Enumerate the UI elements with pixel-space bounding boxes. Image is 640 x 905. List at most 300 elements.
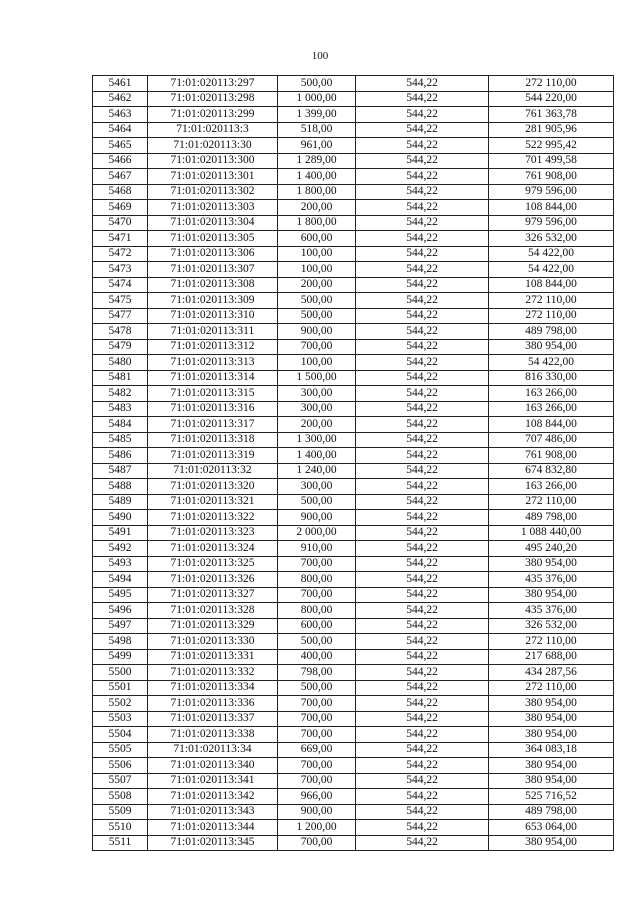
row-number-cell: 5490	[93, 510, 148, 526]
specific-value-cell: 544,22	[356, 494, 489, 510]
cadastral-value-cell: 435 376,00	[489, 572, 614, 588]
row-number-cell: 5486	[93, 448, 148, 464]
area-cell: 100,00	[278, 355, 356, 371]
cadastral-number-cell: 71:01:020113:313	[148, 355, 278, 371]
cadastral-value-cell: 163 266,00	[489, 479, 614, 495]
row-number-cell: 5474	[93, 277, 148, 293]
row-number-cell: 5473	[93, 262, 148, 278]
specific-value-cell: 544,22	[356, 634, 489, 650]
cadastral-value-cell: 163 266,00	[489, 386, 614, 402]
table-row	[93, 572, 614, 588]
area-cell: 800,00	[278, 603, 356, 619]
specific-value-cell: 544,22	[356, 184, 489, 200]
area-cell: 500,00	[278, 308, 356, 324]
cadastral-number-cell: 71:01:020113:340	[148, 758, 278, 774]
area-cell: 600,00	[278, 231, 356, 247]
specific-value-cell: 544,22	[356, 820, 489, 836]
specific-value-cell: 544,22	[356, 572, 489, 588]
row-number-cell: 5502	[93, 696, 148, 712]
specific-value-cell: 544,22	[356, 169, 489, 185]
specific-value-cell: 544,22	[356, 618, 489, 634]
table-row	[93, 355, 614, 371]
table-row	[93, 696, 614, 712]
area-cell: 1 400,00	[278, 448, 356, 464]
table-row	[93, 138, 614, 154]
table-row	[93, 277, 614, 293]
row-number-cell: 5505	[93, 742, 148, 758]
row-number-cell: 5484	[93, 417, 148, 433]
specific-value-cell: 544,22	[356, 246, 489, 262]
area-cell: 700,00	[278, 758, 356, 774]
table-row	[93, 835, 614, 851]
area-cell: 1 500,00	[278, 370, 356, 386]
specific-value-cell: 544,22	[356, 587, 489, 603]
specific-value-cell: 544,22	[356, 231, 489, 247]
table-row	[93, 200, 614, 216]
specific-value-cell: 544,22	[356, 510, 489, 526]
specific-value-cell: 544,22	[356, 742, 489, 758]
cadastral-number-cell: 71:01:020113:337	[148, 711, 278, 727]
cadastral-number-cell: 71:01:020113:338	[148, 727, 278, 743]
row-number-cell: 5500	[93, 665, 148, 681]
cadastral-value-cell: 653 064,00	[489, 820, 614, 836]
area-cell: 200,00	[278, 417, 356, 433]
cadastral-value-cell: 54 422,00	[489, 355, 614, 371]
specific-value-cell: 544,22	[356, 835, 489, 851]
row-number-cell: 5462	[93, 91, 148, 107]
cadastral-value-cell: 54 422,00	[489, 262, 614, 278]
cadastral-value-cell: 380 954,00	[489, 556, 614, 572]
area-cell: 300,00	[278, 401, 356, 417]
row-number-cell: 5461	[93, 76, 148, 92]
cadastral-value-cell: 380 954,00	[489, 773, 614, 789]
cadastral-number-cell: 71:01:020113:334	[148, 680, 278, 696]
area-cell: 800,00	[278, 572, 356, 588]
specific-value-cell: 544,22	[356, 773, 489, 789]
cadastral-number-cell: 71:01:020113:3	[148, 122, 278, 138]
cadastral-value-cell: 380 954,00	[489, 339, 614, 355]
specific-value-cell: 544,22	[356, 603, 489, 619]
cadastral-number-cell: 71:01:020113:330	[148, 634, 278, 650]
specific-value-cell: 544,22	[356, 479, 489, 495]
area-cell: 1 400,00	[278, 169, 356, 185]
cadastral-number-cell: 71:01:020113:315	[148, 386, 278, 402]
cadastral-value-cell: 272 110,00	[489, 634, 614, 650]
area-cell: 300,00	[278, 479, 356, 495]
specific-value-cell: 544,22	[356, 138, 489, 154]
cadastral-number-cell: 71:01:020113:326	[148, 572, 278, 588]
row-number-cell: 5469	[93, 200, 148, 216]
table-row	[93, 231, 614, 247]
row-number-cell: 5468	[93, 184, 148, 200]
cadastral-value-cell: 434 287,56	[489, 665, 614, 681]
cadastral-value-cell: 495 240,20	[489, 541, 614, 557]
table-row	[93, 339, 614, 355]
specific-value-cell: 544,22	[356, 339, 489, 355]
cadastral-number-cell: 71:01:020113:297	[148, 76, 278, 92]
row-number-cell: 5475	[93, 293, 148, 309]
cadastral-value-cell: 489 798,00	[489, 324, 614, 340]
cadastral-number-cell: 71:01:020113:306	[148, 246, 278, 262]
table-row	[93, 618, 614, 634]
cadastral-value-cell: 380 954,00	[489, 758, 614, 774]
area-cell: 900,00	[278, 510, 356, 526]
cadastral-value-cell: 674 832,80	[489, 463, 614, 479]
table-row	[93, 417, 614, 433]
cadastral-number-cell: 71:01:020113:309	[148, 293, 278, 309]
specific-value-cell: 544,22	[356, 91, 489, 107]
table-row	[93, 324, 614, 340]
table-row	[93, 510, 614, 526]
row-number-cell: 5477	[93, 308, 148, 324]
cadastral-number-cell: 71:01:020113:324	[148, 541, 278, 557]
cadastral-number-cell: 71:01:020113:343	[148, 804, 278, 820]
cadastral-number-cell: 71:01:020113:310	[148, 308, 278, 324]
cadastral-number-cell: 71:01:020113:344	[148, 820, 278, 836]
cadastral-value-cell: 380 954,00	[489, 711, 614, 727]
table-row	[93, 711, 614, 727]
table-row	[93, 107, 614, 123]
cadastral-value-cell: 380 954,00	[489, 696, 614, 712]
area-cell: 1 300,00	[278, 432, 356, 448]
area-cell: 700,00	[278, 556, 356, 572]
cadastral-number-cell: 71:01:020113:298	[148, 91, 278, 107]
cadastral-value-cell: 272 110,00	[489, 494, 614, 510]
cadastral-value-cell: 272 110,00	[489, 76, 614, 92]
specific-value-cell: 544,22	[356, 758, 489, 774]
cadastral-number-cell: 71:01:020113:34	[148, 742, 278, 758]
specific-value-cell: 544,22	[356, 200, 489, 216]
cadastral-number-cell: 71:01:020113:300	[148, 153, 278, 169]
specific-value-cell: 544,22	[356, 215, 489, 231]
cadastral-number-cell: 71:01:020113:302	[148, 184, 278, 200]
specific-value-cell: 544,22	[356, 463, 489, 479]
row-number-cell: 5508	[93, 789, 148, 805]
area-cell: 700,00	[278, 835, 356, 851]
cadastral-value-cell: 544 220,00	[489, 91, 614, 107]
area-cell: 1 240,00	[278, 463, 356, 479]
row-number-cell: 5511	[93, 835, 148, 851]
area-cell: 1 399,00	[278, 107, 356, 123]
cadastral-number-cell: 71:01:020113:314	[148, 370, 278, 386]
area-cell: 910,00	[278, 541, 356, 557]
cadastral-value-cell: 272 110,00	[489, 680, 614, 696]
row-number-cell: 5488	[93, 479, 148, 495]
cadastral-number-cell: 71:01:020113:319	[148, 448, 278, 464]
table-row	[93, 665, 614, 681]
row-number-cell: 5479	[93, 339, 148, 355]
table-row	[93, 246, 614, 262]
cadastral-number-cell: 71:01:020113:329	[148, 618, 278, 634]
cadastral-number-cell: 71:01:020113:303	[148, 200, 278, 216]
row-number-cell: 5497	[93, 618, 148, 634]
area-cell: 961,00	[278, 138, 356, 154]
specific-value-cell: 544,22	[356, 370, 489, 386]
row-number-cell: 5509	[93, 804, 148, 820]
row-number-cell: 5492	[93, 541, 148, 557]
cadastral-number-cell: 71:01:020113:328	[148, 603, 278, 619]
table-row	[93, 804, 614, 820]
cadastral-value-cell: 281 905,96	[489, 122, 614, 138]
area-cell: 1 800,00	[278, 184, 356, 200]
row-number-cell: 5467	[93, 169, 148, 185]
table-row	[93, 603, 614, 619]
table-row	[93, 479, 614, 495]
cadastral-value-cell: 707 486,00	[489, 432, 614, 448]
cadastral-value-cell: 163 266,00	[489, 401, 614, 417]
specific-value-cell: 544,22	[356, 525, 489, 541]
area-cell: 300,00	[278, 386, 356, 402]
cadastral-value-cell: 54 422,00	[489, 246, 614, 262]
cadastral-number-cell: 71:01:020113:304	[148, 215, 278, 231]
cadastral-number-cell: 71:01:020113:332	[148, 665, 278, 681]
table-row	[93, 463, 614, 479]
cadastral-value-cell: 108 844,00	[489, 417, 614, 433]
row-number-cell: 5498	[93, 634, 148, 650]
row-number-cell: 5489	[93, 494, 148, 510]
area-cell: 500,00	[278, 293, 356, 309]
row-number-cell: 5485	[93, 432, 148, 448]
cadastral-value-cell: 272 110,00	[489, 308, 614, 324]
cadastral-value-cell: 435 376,00	[489, 603, 614, 619]
table-row	[93, 649, 614, 665]
table-row	[93, 773, 614, 789]
specific-value-cell: 544,22	[356, 417, 489, 433]
table-row	[93, 432, 614, 448]
row-number-cell: 5495	[93, 587, 148, 603]
cadastral-value-cell: 108 844,00	[489, 277, 614, 293]
row-number-cell: 5471	[93, 231, 148, 247]
cadastral-number-cell: 71:01:020113:301	[148, 169, 278, 185]
cadastral-value-cell: 701 499,58	[489, 153, 614, 169]
area-cell: 900,00	[278, 804, 356, 820]
cadastral-value-cell: 217 688,00	[489, 649, 614, 665]
area-cell: 1 200,00	[278, 820, 356, 836]
specific-value-cell: 544,22	[356, 556, 489, 572]
cadastral-value-cell: 326 532,00	[489, 618, 614, 634]
table-row	[93, 680, 614, 696]
row-number-cell: 5466	[93, 153, 148, 169]
specific-value-cell: 544,22	[356, 432, 489, 448]
specific-value-cell: 544,22	[356, 696, 489, 712]
specific-value-cell: 544,22	[356, 804, 489, 820]
specific-value-cell: 544,22	[356, 324, 489, 340]
specific-value-cell: 544,22	[356, 308, 489, 324]
table-row	[93, 448, 614, 464]
specific-value-cell: 544,22	[356, 649, 489, 665]
area-cell: 700,00	[278, 696, 356, 712]
cadastral-number-cell: 71:01:020113:323	[148, 525, 278, 541]
row-number-cell: 5501	[93, 680, 148, 696]
cadastral-value-cell: 525 716,52	[489, 789, 614, 805]
area-cell: 700,00	[278, 339, 356, 355]
cadastral-value-cell: 816 330,00	[489, 370, 614, 386]
specific-value-cell: 544,22	[356, 541, 489, 557]
area-cell: 1 800,00	[278, 215, 356, 231]
table-row	[93, 525, 614, 541]
area-cell: 1 000,00	[278, 91, 356, 107]
cadastral-number-cell: 71:01:020113:307	[148, 262, 278, 278]
page-number: 100	[311, 50, 329, 62]
cadastral-value-cell: 364 083,18	[489, 742, 614, 758]
table-row	[93, 789, 614, 805]
cadastral-value-cell: 522 995,42	[489, 138, 614, 154]
area-cell: 200,00	[278, 200, 356, 216]
table-row	[93, 758, 614, 774]
area-cell: 798,00	[278, 665, 356, 681]
area-cell: 500,00	[278, 76, 356, 92]
cadastral-number-cell: 71:01:020113:345	[148, 835, 278, 851]
table-row	[93, 293, 614, 309]
cadastral-value-cell: 489 798,00	[489, 804, 614, 820]
table-row	[93, 587, 614, 603]
cadastral-number-cell: 71:01:020113:318	[148, 432, 278, 448]
specific-value-cell: 544,22	[356, 680, 489, 696]
cadastral-number-cell: 71:01:020113:325	[148, 556, 278, 572]
specific-value-cell: 544,22	[356, 355, 489, 371]
specific-value-cell: 544,22	[356, 727, 489, 743]
area-cell: 2 000,00	[278, 525, 356, 541]
cadastral-number-cell: 71:01:020113:316	[148, 401, 278, 417]
specific-value-cell: 544,22	[356, 293, 489, 309]
row-number-cell: 5463	[93, 107, 148, 123]
cadastral-value-cell: 326 532,00	[489, 231, 614, 247]
specific-value-cell: 544,22	[356, 122, 489, 138]
row-number-cell: 5510	[93, 820, 148, 836]
row-number-cell: 5503	[93, 711, 148, 727]
cadastral-value-cell: 1 088 440,00	[489, 525, 614, 541]
table-row	[93, 262, 614, 278]
cadastral-value-cell: 761 908,00	[489, 169, 614, 185]
cadastral-number-cell: 71:01:020113:32	[148, 463, 278, 479]
specific-value-cell: 544,22	[356, 789, 489, 805]
row-number-cell: 5480	[93, 355, 148, 371]
row-number-cell: 5481	[93, 370, 148, 386]
table-row	[93, 370, 614, 386]
specific-value-cell: 544,22	[356, 277, 489, 293]
row-number-cell: 5507	[93, 773, 148, 789]
cadastral-number-cell: 71:01:020113:327	[148, 587, 278, 603]
row-number-cell: 5464	[93, 122, 148, 138]
table-row	[93, 820, 614, 836]
area-cell: 500,00	[278, 680, 356, 696]
area-cell: 700,00	[278, 773, 356, 789]
area-cell: 200,00	[278, 277, 356, 293]
row-number-cell: 5491	[93, 525, 148, 541]
area-cell: 100,00	[278, 246, 356, 262]
row-number-cell: 5465	[93, 138, 148, 154]
specific-value-cell: 544,22	[356, 262, 489, 278]
cadastral-value-table	[92, 75, 614, 851]
area-cell: 900,00	[278, 324, 356, 340]
table-row	[93, 122, 614, 138]
cadastral-number-cell: 71:01:020113:341	[148, 773, 278, 789]
cadastral-value-cell: 380 954,00	[489, 727, 614, 743]
cadastral-number-cell: 71:01:020113:320	[148, 479, 278, 495]
cadastral-value-cell: 761 363,78	[489, 107, 614, 123]
row-number-cell: 5493	[93, 556, 148, 572]
table-body	[93, 76, 614, 851]
area-cell: 500,00	[278, 634, 356, 650]
table-row	[93, 494, 614, 510]
row-number-cell: 5483	[93, 401, 148, 417]
row-number-cell: 5506	[93, 758, 148, 774]
specific-value-cell: 544,22	[356, 153, 489, 169]
specific-value-cell: 544,22	[356, 665, 489, 681]
table-row	[93, 184, 614, 200]
specific-value-cell: 544,22	[356, 386, 489, 402]
area-cell: 966,00	[278, 789, 356, 805]
row-number-cell: 5496	[93, 603, 148, 619]
cadastral-value-cell: 979 596,00	[489, 215, 614, 231]
area-cell: 400,00	[278, 649, 356, 665]
area-cell: 700,00	[278, 587, 356, 603]
area-cell: 669,00	[278, 742, 356, 758]
table-row	[93, 91, 614, 107]
table-row	[93, 401, 614, 417]
table-row	[93, 76, 614, 92]
row-number-cell: 5494	[93, 572, 148, 588]
area-cell: 518,00	[278, 122, 356, 138]
cadastral-number-cell: 71:01:020113:321	[148, 494, 278, 510]
cadastral-number-cell: 71:01:020113:30	[148, 138, 278, 154]
table-row	[93, 153, 614, 169]
specific-value-cell: 544,22	[356, 401, 489, 417]
specific-value-cell: 544,22	[356, 107, 489, 123]
cadastral-value-cell: 979 596,00	[489, 184, 614, 200]
table-row	[93, 215, 614, 231]
row-number-cell: 5499	[93, 649, 148, 665]
row-number-cell: 5478	[93, 324, 148, 340]
table-row	[93, 169, 614, 185]
area-cell: 600,00	[278, 618, 356, 634]
area-cell: 700,00	[278, 711, 356, 727]
area-cell: 100,00	[278, 262, 356, 278]
cadastral-value-cell: 380 954,00	[489, 835, 614, 851]
cadastral-value-cell: 272 110,00	[489, 293, 614, 309]
cadastral-number-cell: 71:01:020113:336	[148, 696, 278, 712]
specific-value-cell: 544,22	[356, 76, 489, 92]
cadastral-number-cell: 71:01:020113:299	[148, 107, 278, 123]
cadastral-number-cell: 71:01:020113:311	[148, 324, 278, 340]
row-number-cell: 5487	[93, 463, 148, 479]
row-number-cell: 5482	[93, 386, 148, 402]
cadastral-number-cell: 71:01:020113:331	[148, 649, 278, 665]
cadastral-number-cell: 71:01:020113:305	[148, 231, 278, 247]
table-row	[93, 386, 614, 402]
cadastral-number-cell: 71:01:020113:317	[148, 417, 278, 433]
table-row	[93, 541, 614, 557]
row-number-cell: 5470	[93, 215, 148, 231]
cadastral-number-cell: 71:01:020113:322	[148, 510, 278, 526]
area-cell: 700,00	[278, 727, 356, 743]
table-row	[93, 634, 614, 650]
cadastral-number-cell: 71:01:020113:312	[148, 339, 278, 355]
table-row	[93, 556, 614, 572]
cadastral-value-cell: 761 908,00	[489, 448, 614, 464]
cadastral-number-cell: 71:01:020113:342	[148, 789, 278, 805]
area-cell: 1 289,00	[278, 153, 356, 169]
specific-value-cell: 544,22	[356, 711, 489, 727]
table-row	[93, 727, 614, 743]
cadastral-value-cell: 108 844,00	[489, 200, 614, 216]
cadastral-number-cell: 71:01:020113:308	[148, 277, 278, 293]
area-cell: 500,00	[278, 494, 356, 510]
row-number-cell: 5472	[93, 246, 148, 262]
table-row	[93, 308, 614, 324]
specific-value-cell: 544,22	[356, 448, 489, 464]
cadastral-value-cell: 489 798,00	[489, 510, 614, 526]
